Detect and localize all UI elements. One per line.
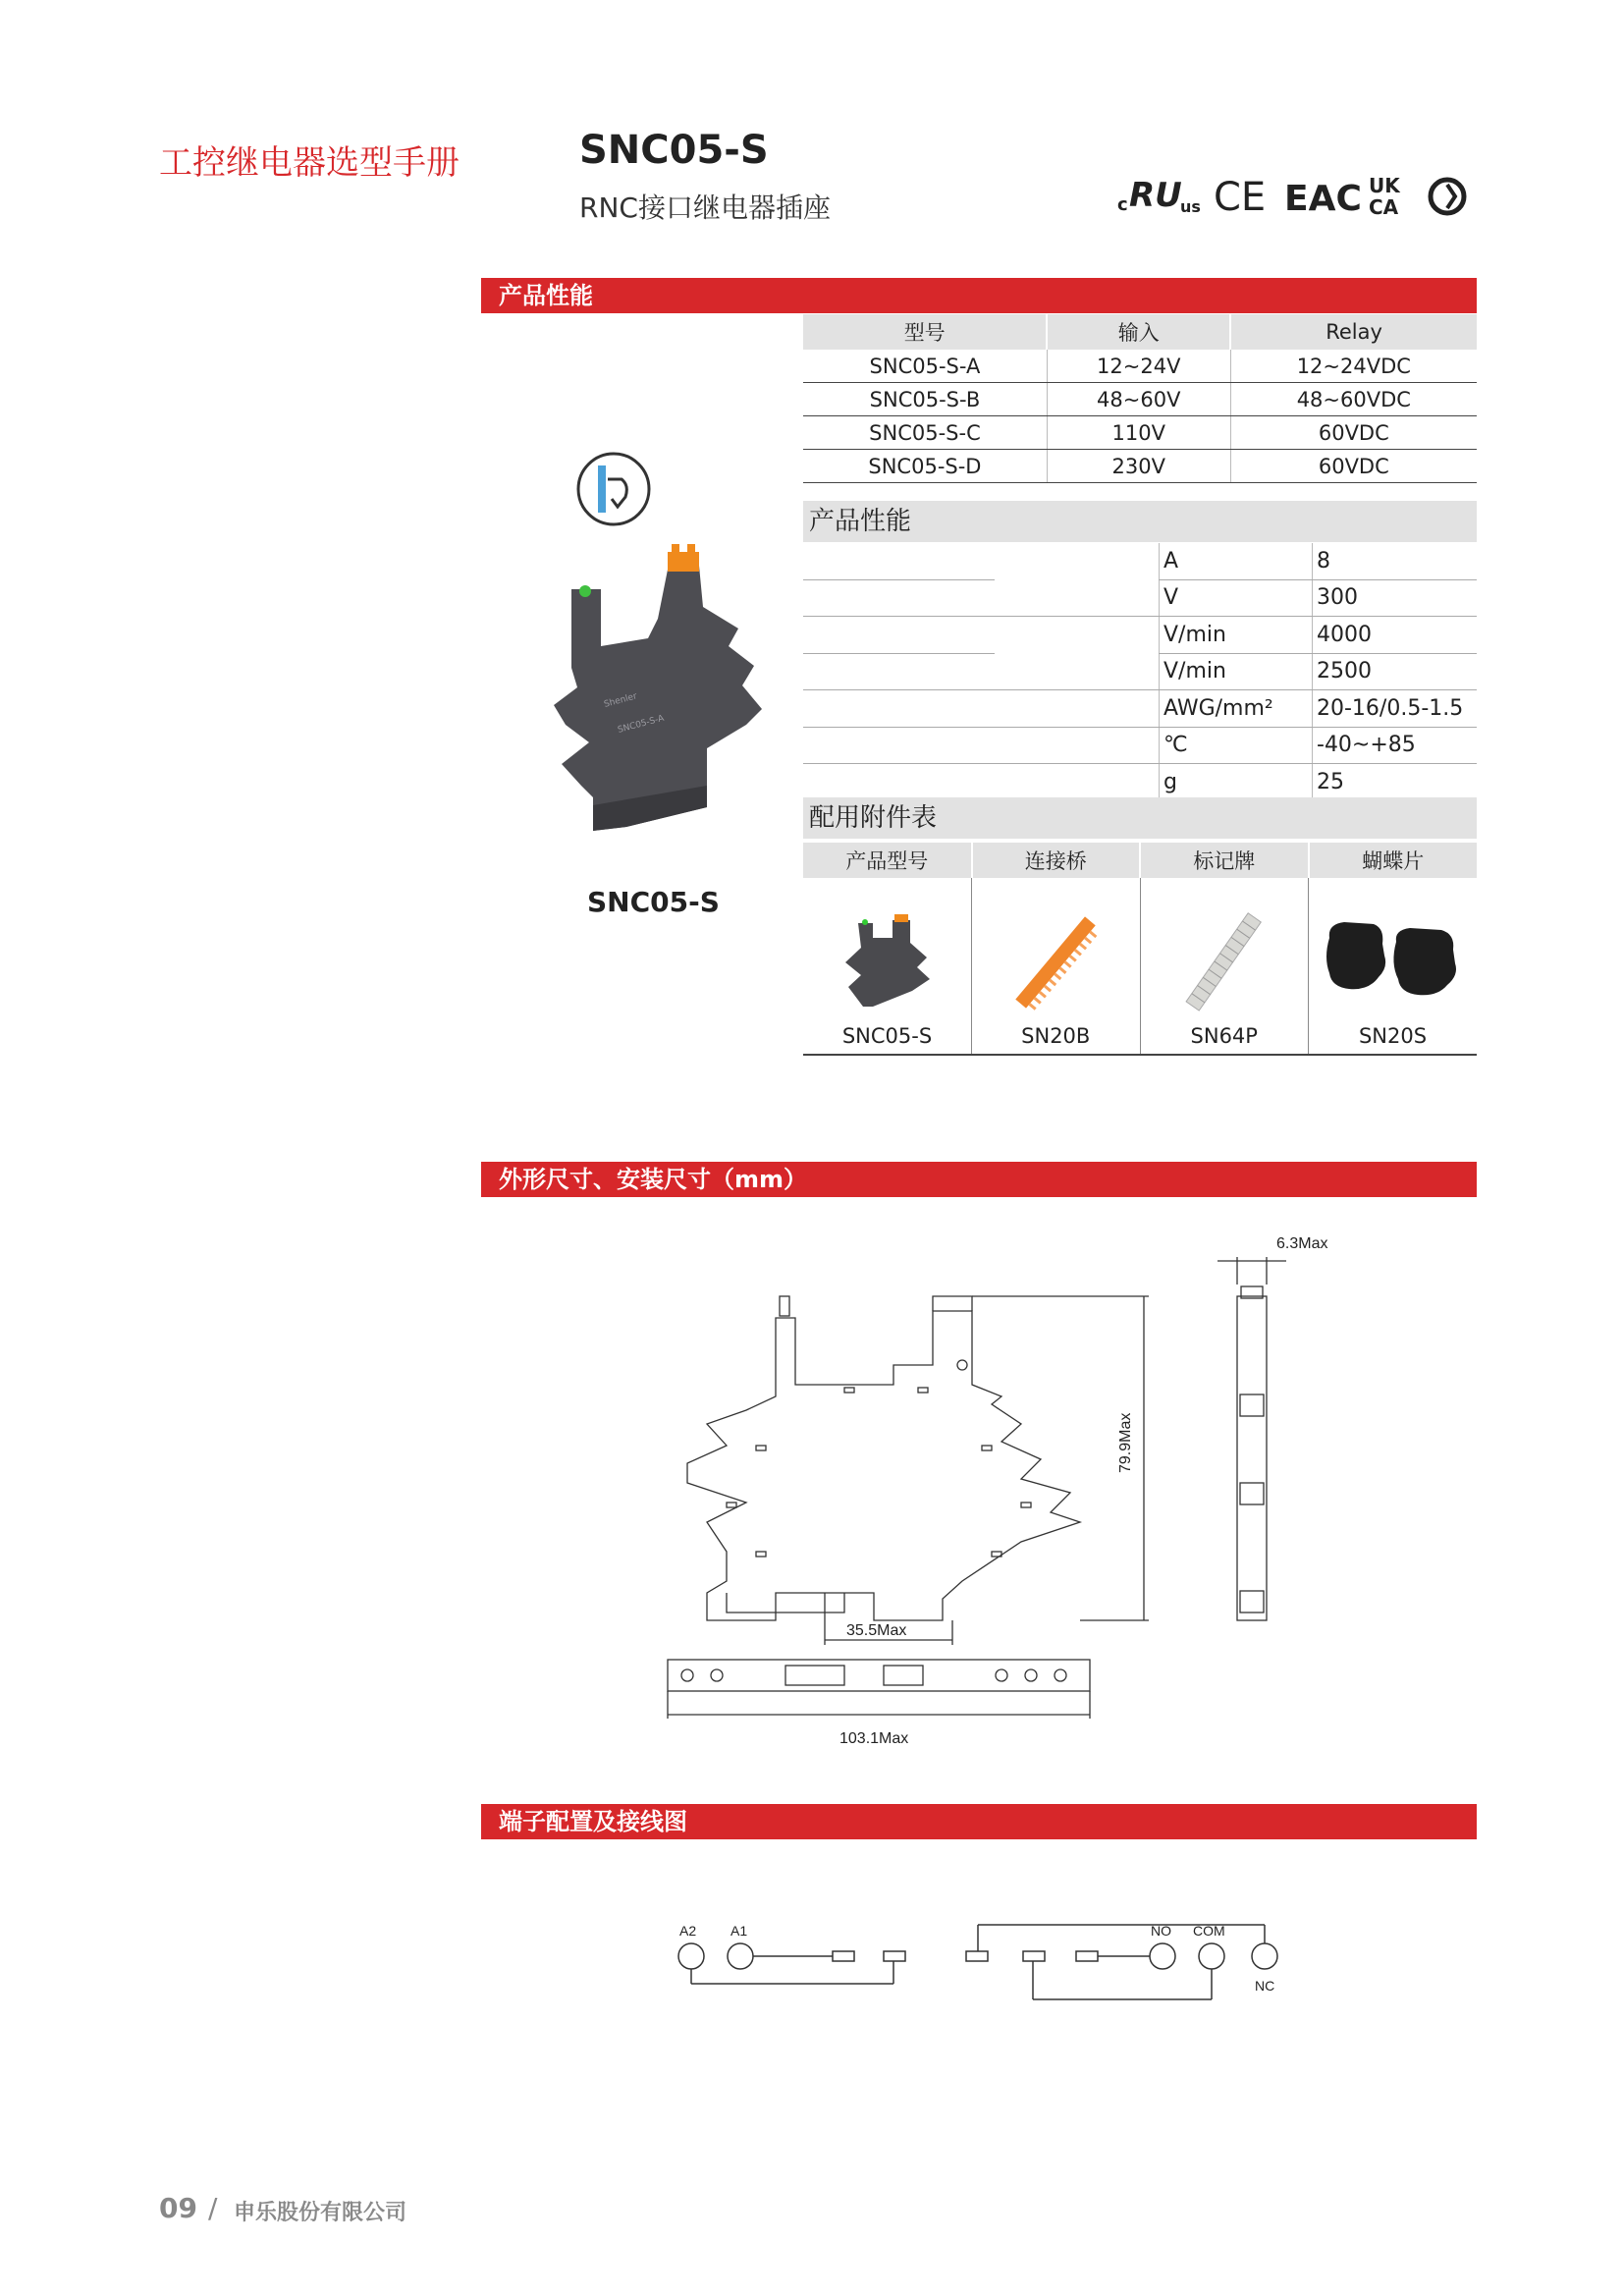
accessory-label: SN20B	[1021, 1024, 1091, 1048]
svg-text:CA: CA	[1369, 195, 1399, 219]
cell: 12~24V	[1047, 350, 1230, 383]
cell: 48~60VDC	[1230, 383, 1477, 416]
table-row	[803, 764, 1477, 801]
svg-text:us: us	[1180, 197, 1201, 216]
dim-height: 79.9Max	[1117, 1412, 1134, 1473]
brand-title: 工控继电器选型手册	[159, 143, 460, 183]
accessory-label: SN20S	[1358, 1024, 1428, 1048]
unit-cell: A	[1160, 543, 1313, 579]
col-header: 标记牌	[1140, 843, 1309, 878]
ul-icon	[1117, 176, 1201, 216]
model-subtitle: RNC接口继电器插座	[579, 191, 831, 224]
table-row	[803, 383, 1477, 416]
svg-text:RU: RU	[1129, 176, 1182, 215]
table-row	[803, 617, 1477, 654]
table-row	[803, 727, 1477, 764]
accessory-butterfly	[1309, 878, 1478, 1055]
dim-length: 103.1Max	[839, 1730, 909, 1747]
ukca-icon	[1369, 174, 1401, 219]
value-cell: 25	[1313, 764, 1478, 801]
accessory-socket	[803, 878, 972, 1055]
value-cell: 4000	[1313, 617, 1478, 654]
svg-text:UK: UK	[1369, 174, 1400, 197]
din-rail-icon	[574, 450, 653, 532]
table-row	[803, 653, 1477, 690]
dim-rail: 35.5Max	[846, 1622, 907, 1639]
accessories-table	[803, 843, 1477, 1056]
unit-cell: V/min	[1160, 653, 1313, 690]
cell: SNC05-S-B	[803, 383, 1047, 416]
dimension-drawing	[648, 1228, 1394, 1777]
value-cell: 8	[1313, 543, 1478, 579]
unit-cell: V	[1160, 579, 1313, 617]
section-dimensions: 外形尺寸、安装尺寸（mm）	[481, 1162, 1477, 1197]
terminal-a2: A2	[679, 1923, 697, 1939]
marker-thumbnail	[1170, 908, 1278, 1016]
butterfly-thumbnail	[1320, 908, 1467, 1016]
socket-thumbnail	[834, 908, 942, 1016]
table-row	[803, 350, 1477, 383]
accessory-bridge	[972, 878, 1141, 1055]
svg-text:Shenler: Shenler	[603, 691, 639, 710]
accessories-subtitle: 配用附件表	[803, 797, 1477, 839]
col-header: Relay	[1230, 314, 1477, 350]
cqc-icon	[1431, 180, 1464, 213]
value-cell: 300	[1313, 579, 1478, 617]
cell: SNC05-S-C	[803, 416, 1047, 450]
terminal-no: NO	[1151, 1923, 1171, 1939]
cell: 60VDC	[1230, 450, 1477, 483]
terminal-nc: NC	[1255, 1978, 1275, 1994]
unit-cell: ℃	[1160, 727, 1313, 764]
accessory-label: SN64P	[1190, 1024, 1258, 1048]
accessory-label: SNC05-S	[841, 1024, 933, 1048]
terminal-com: COM	[1193, 1923, 1225, 1939]
table-row	[803, 579, 1477, 617]
svg-text:CE: CE	[1214, 175, 1267, 220]
terminal-a1: A1	[730, 1923, 748, 1939]
svg-text:EAC: EAC	[1284, 179, 1362, 219]
col-header: 蝴蝶片	[1309, 843, 1478, 878]
cell: SNC05-S-D	[803, 450, 1047, 483]
unit-cell: AWG/mm²	[1160, 690, 1313, 728]
model-title: SNC05-S	[579, 128, 769, 173]
page-number: 09	[159, 2192, 197, 2224]
cell: 12~24VDC	[1230, 350, 1477, 383]
company-name: 申乐股份有限公司	[234, 2201, 407, 2225]
dim-thickness: 6.3Max	[1276, 1235, 1328, 1252]
svg-text:c: c	[1117, 194, 1128, 215]
cert-logos	[1117, 169, 1481, 222]
col-header: 产品型号	[803, 843, 972, 878]
section-performance: 产品性能	[481, 278, 1477, 313]
bridge-thumbnail	[1001, 908, 1109, 1016]
wiring-diagram	[648, 1905, 1316, 2023]
ce-icon	[1214, 175, 1266, 220]
value-cell: 2500	[1313, 653, 1478, 690]
accessory-marker	[1140, 878, 1309, 1055]
col-header: 型号	[803, 314, 1047, 350]
cell: 48~60V	[1047, 383, 1230, 416]
performance-subtitle: 产品性能	[803, 501, 1477, 542]
footer-separator: /	[208, 2192, 218, 2224]
product-caption: SNC05-S	[587, 886, 720, 918]
model-table	[803, 314, 1477, 483]
cell: 110V	[1047, 416, 1230, 450]
table-row	[803, 543, 1477, 579]
table-row	[803, 416, 1477, 450]
cell: 230V	[1047, 450, 1230, 483]
col-header: 连接桥	[972, 843, 1141, 878]
value-cell: -40~+85	[1313, 727, 1478, 764]
table-row	[803, 450, 1477, 483]
svg-text:SNC05-S-A: SNC05-S-A	[617, 713, 666, 736]
product-photo	[511, 540, 776, 868]
cell: SNC05-S-A	[803, 350, 1047, 383]
col-header: 输入	[1047, 314, 1230, 350]
unit-cell: V/min	[1160, 617, 1313, 654]
table-row	[803, 878, 1477, 1055]
performance-table	[803, 543, 1477, 801]
section-wiring: 端子配置及接线图	[481, 1804, 1477, 1839]
table-row	[803, 690, 1477, 728]
unit-cell: g	[1160, 764, 1313, 801]
eac-icon	[1284, 179, 1362, 219]
value-cell: 20-16/0.5-1.5	[1313, 690, 1478, 728]
cell: 60VDC	[1230, 416, 1477, 450]
